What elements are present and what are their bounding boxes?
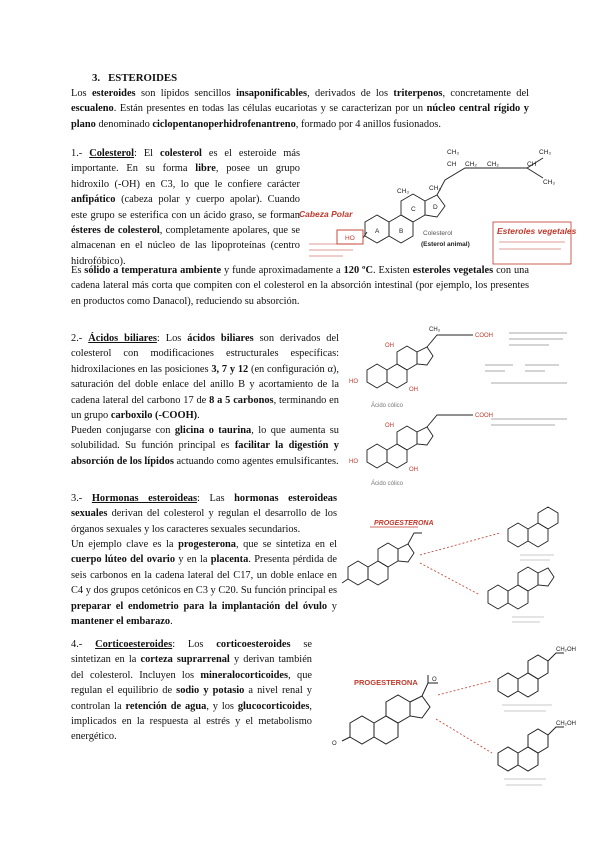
text-run: 120 ºC [343,265,373,276]
text-run: . [197,410,200,422]
text-run: glucocorticoides [237,700,310,712]
text-run: escualeno [71,103,114,115]
text-run: Ácidos biliares [88,333,157,344]
text-run: colesterol [159,148,202,159]
corticoesteroides-paragraph [71,637,312,745]
text-run: y [327,600,337,612]
text-run: anfipático [71,194,116,206]
ho-label: HO [345,235,355,242]
text-run: corticoesteroides [216,639,291,650]
ch2-label-1: CH₂ [465,161,477,168]
text-run: Hormonas esteroideas [91,493,198,504]
ring-c-label: C [411,206,416,213]
text-run: esteroles vegetales [412,265,494,276]
ch-label: CH [447,161,457,168]
ch3-label-3: CH₃ [447,149,460,156]
progesterone-figure-1 [340,515,580,635]
text-run: Corticoesteroides [95,639,173,650]
text-run: , que regulan el equilibrio de [71,669,312,697]
text-run: mantener el embarazo [71,616,171,628]
text-run: progesterona [178,539,236,550]
text-run: , implicados en la respuesta al estrés y el metabolismo energético. [71,700,312,743]
text-run: . [170,616,173,628]
acido-colico-caption-2: Ácido cólico [371,481,404,487]
text-run: 3, 7 y 12 [211,363,249,375]
ring-b-label: B [399,228,404,235]
esterol-animal-caption: (Esterol animal) [421,241,470,248]
o-label: O [332,741,337,747]
text-run: a nivel renal y controlan la [71,685,312,712]
text-run: son lípidos sencillos [135,88,237,99]
text-run: Es [71,265,85,276]
text-run: , formado por 4 anillos fusionados. [295,118,441,130]
text-run: , terminando en un grupo [71,394,339,422]
progesterone-figure-2 [320,645,580,795]
text-run: libre [195,163,216,175]
progesterona-label-1: PROGESTERONA [374,520,434,527]
ch2oh-label-2: CH₂OH [556,721,576,727]
acidos-biliares-paragraph [71,331,339,423]
ch3-label-1: CH₃ [397,188,410,195]
text-run: : Las [197,493,235,504]
text-run: carboxilo (-COOH) [110,410,198,422]
text-run: denominado [95,118,153,130]
ring-d-label: D [433,204,438,211]
ho-label-2: HO [349,459,358,465]
text-run: y en la [175,554,211,566]
text-run: ésteres de colesterol [71,225,160,237]
ch-label-2: CH [527,161,537,168]
text-run: , que se sintetiza en el [236,539,338,550]
acido-colico-caption-1: Ácido cólico [371,403,404,409]
cooh-label-1: COOH [475,333,493,339]
text-run: . Existen [372,265,413,276]
colesterol-caption: Colesterol [423,230,453,237]
text-run: Los [71,88,92,99]
text-run: 1.- [71,148,90,159]
ch2-label-2: CH₂ [487,161,499,168]
text-run: cuerpo lúteo del ovario [71,554,176,566]
text-run: 3.- [71,493,92,504]
cooh-label-2: COOH [475,413,493,419]
acidos-biliares-paragraph-2 [71,423,339,469]
ch2oh-label-1: CH₂OH [556,647,576,653]
text-run: y derivan también del colesterol. Incluyen los [71,654,312,681]
text-run: , concretamente del [442,88,529,99]
text-run: facilitar la digestión y absorción de los lípidos [71,440,339,467]
text-run: . Están presentes en todas las células eucariotas y se caracterizan por un [113,103,427,115]
oh-label-2: OH [385,343,394,349]
text-run: mineralocorticoides [200,669,289,681]
cabeza-polar-label: Cabeza Polar [299,209,353,219]
ring-a-label: A [375,228,380,235]
cholesterol-figure [299,140,577,270]
text-run: sólido a temperatura ambiente [84,265,222,276]
text-run: esteroides [91,88,136,99]
text-run: , y los [206,700,238,712]
ch3-label-5: CH₃ [543,179,556,186]
oh-label-1: OH [409,387,418,393]
text-run: son derivados del colesterol con modificaciones estructurales específicas: hidroxilaciones en las posiciones [71,333,339,375]
progesterona-label-2: PROGESTERONA [354,678,418,687]
text-run: . Presenta pérdida de seis carbonos en la cadena lateral del C17, un doble enlace en C4 y dos grupos cetónicos en C3 y C20. Su función principal es [71,554,337,597]
text-run: actuando como agentes emulsificantes. [173,455,339,467]
text-run: con una cadena lateral más corta que compiten con el colesterol en la absorción intestinal (por ejemplo, los presentes en productos como Danacol), reduciendo su absorción. [71,265,529,307]
text-run: insaponificables [236,88,308,99]
text-run: núcleo central rígido y plano [71,103,529,130]
esteroles-vegetales-label: Esteroles vegetales [497,226,577,236]
ch3-label-b1: CH₃ [429,327,441,333]
ch3-label-4: CH₃ [539,149,552,156]
text-run: : El [134,148,160,159]
text-run: 2.- [71,333,89,344]
text-run: 8 a 5 carbonos [209,394,274,406]
text-run: glicina o taurina [174,425,252,436]
text-run: , posee un grupo hidroxilo (-OH) en C3, lo que le confiere carácter [71,163,301,190]
text-run: , derivados de los [307,88,394,99]
text-run: ácidos biliares [187,333,254,344]
text-run: (en configuración α), saturación del doble enlace del anillo B y acortamiento de la cadena lateral del carbono 17 de [71,363,339,406]
text-run: hormonas esteroideas sexuales [71,493,338,520]
text-run: es el esteroide más importante. En su forma [71,148,300,175]
text-run: y funde aproximadamente a [221,265,344,276]
text-run: (cabeza polar y cuerpo apolar). Cuando este grupo se esterifica con un ácido graso, se forman [71,194,300,221]
intro-paragraph [71,86,529,132]
text-run: Un ejemplo clave es la [71,539,179,550]
text-run: Pueden conjugarse con [71,425,175,436]
hormonas-paragraph [71,491,337,537]
text-run: 4.- [71,639,96,650]
text-run: preparar el endometrio para la implantación del óvulo [71,600,328,612]
colesterol-paragraph [71,146,300,269]
text-run: ciclopentanoperhidrofenantreno [152,118,296,130]
o-label-2: O [432,677,437,683]
oh-label-4: OH [385,423,394,429]
ho-label-1: HO [349,379,358,385]
text-run: , lo que aumenta su solubilidad. Su función principal es [71,425,339,452]
text-run: placenta [210,554,249,566]
text-run: triterpenos [393,88,443,99]
bile-acids-figure [345,325,580,490]
hormonas-paragraph-2 [71,537,337,629]
text-run: corteza suprarrenal [140,654,230,666]
text-run: : Los [172,639,217,650]
oh-label-3: OH [409,467,418,473]
text-run: sodio y potasio [176,685,245,697]
text-run: se sintetizan en la [71,639,312,666]
ch3-label-2: CH₃ [429,185,442,192]
text-run: retención de agua [125,700,207,712]
text-run: : Los [156,333,188,344]
section-heading: 3. ESTEROIDES [92,72,178,84]
text-run: derivan del colesterol y regulan el desarrollo de los órganos sexuales y los caracteres sexuales secundarios. [71,508,337,535]
text-run: Colesterol [89,148,135,159]
text-run: , completamente apolares, que se almacenan en el núcleo de las lipoproteínas (centro hidrofóbico). [71,225,300,267]
